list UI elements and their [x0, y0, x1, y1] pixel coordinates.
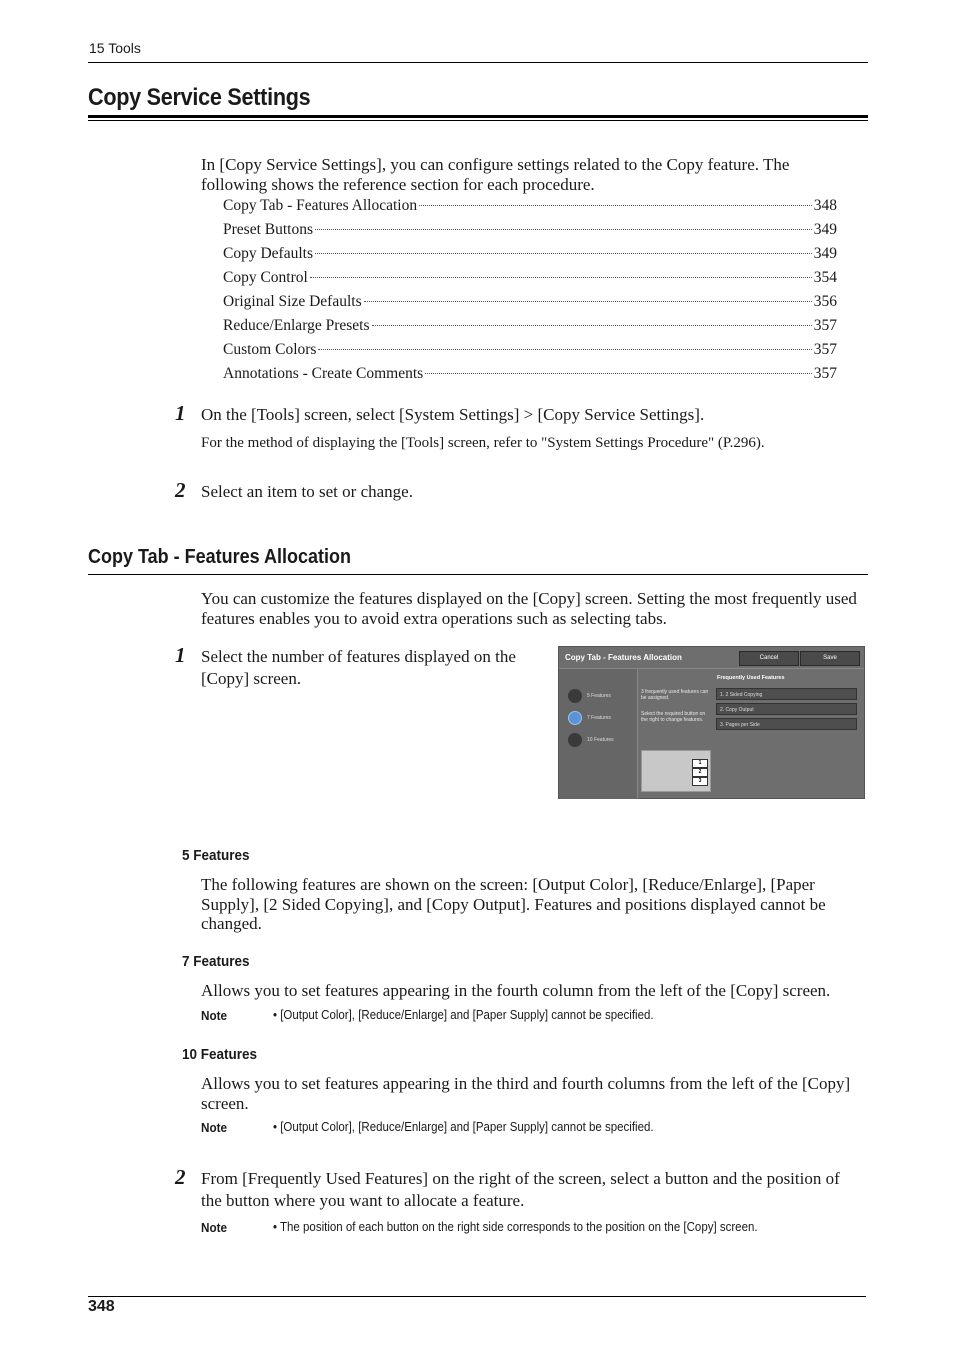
step-text: From [Frequently Used Features] on the right of the screen, select a button and the position of the button where you want to allocate a feature. — [201, 1169, 840, 1210]
toc-item[interactable]: Copy Defaults 349 — [223, 245, 837, 262]
step-number: 2 — [175, 478, 186, 502]
step-text: Select an item to set or change. — [201, 482, 413, 501]
five-features-heading: 5 Features — [182, 847, 250, 864]
seven-features-heading: 7 Features — [182, 953, 250, 970]
option-label: 10 Features — [587, 737, 614, 743]
save-button[interactable]: Save — [800, 651, 860, 666]
toc-item[interactable]: Copy Control 354 — [223, 269, 837, 286]
ten-features-heading: 10 Features — [182, 1046, 258, 1063]
toc-item[interactable]: Preset Buttons 349 — [223, 221, 837, 238]
toc-item[interactable]: Original Size Defaults 356 — [223, 293, 837, 310]
chapter-header: 15 Tools — [89, 40, 141, 56]
preview-cell: 2 — [692, 768, 708, 777]
feature-button-1[interactable]: 1. 2 Sided Copying — [716, 688, 857, 700]
title-rule-thin — [88, 120, 868, 121]
feature-button-3[interactable]: 3. Pages per Side — [716, 718, 857, 730]
section-rule — [88, 574, 868, 575]
toc-item[interactable]: Copy Tab - Features Allocation 348 — [223, 197, 837, 214]
option-label: 5 Features — [587, 693, 611, 699]
section-heading: Copy Tab - Features Allocation — [88, 546, 352, 568]
step-number: 2 — [175, 1165, 186, 1189]
cancel-button[interactable]: Cancel — [739, 651, 799, 666]
toc-list — [223, 197, 837, 389]
header-rule — [88, 62, 868, 63]
note-label: Note — [201, 1220, 228, 1235]
intro-paragraph: In [Copy Service Settings], you can configure settings related to the Copy feature. The following shows the reference section for each procedure. — [201, 155, 790, 194]
note-text: • The position of each button on the right side corresponds to the position on the [Copy] screen. — [273, 1220, 758, 1234]
options-panel — [559, 669, 638, 799]
preview-cell: 3 — [692, 777, 708, 786]
info-text: 3 frequently used features can be assigned. — [641, 689, 709, 701]
step-text: Select the number of features displayed on the [Copy] screen. — [201, 647, 516, 688]
radio-7-features[interactable] — [568, 711, 582, 725]
screen-title: Copy Tab - Features Allocation — [565, 653, 682, 662]
radio-5-features[interactable] — [568, 689, 582, 703]
features-allocation-screenshot — [558, 646, 865, 799]
toc-item[interactable]: Custom Colors 357 — [223, 341, 837, 358]
title-rule — [88, 115, 868, 118]
toc-item[interactable]: Annotations - Create Comments 357 — [223, 365, 837, 382]
step-reference: For the method of displaying the [Tools] screen, refer to "System Settings Procedure" (P.296). — [201, 435, 765, 451]
note-text: • [Output Color], [Reduce/Enlarge] and [Paper Supply] cannot be specified. — [273, 1008, 654, 1022]
page-title: Copy Service Settings — [88, 84, 311, 111]
copy-screen-preview — [641, 750, 711, 792]
option-label: 7 Features — [587, 715, 611, 721]
note-text: • [Output Color], [Reduce/Enlarge] and [Paper Supply] cannot be specified. — [273, 1120, 654, 1134]
step-number: 1 — [175, 643, 186, 667]
preview-cell: 1 — [692, 759, 708, 768]
frequently-used-features-title: Frequently Used Features — [717, 675, 785, 681]
info-text: Select the required button on the right to change features. — [641, 711, 706, 723]
feature-button-2[interactable]: 2. Copy Output — [716, 703, 857, 715]
note-label: Note — [201, 1120, 228, 1135]
seven-features-text: Allows you to set features appearing in the fourth column from the left of the [Copy] screen. — [201, 981, 831, 1000]
page-number: 348 — [88, 1298, 115, 1315]
note-label: Note — [201, 1008, 228, 1023]
five-features-text: The following features are shown on the screen: [Output Color], [Reduce/Enlarge], [Paper Supply], [2 Sided Copying], and [Copy Output]. Features and positions displayed cannot be changed. — [201, 875, 826, 933]
step-number: 1 — [175, 401, 186, 425]
section-intro: You can customize the features displayed on the [Copy] screen. Setting the most frequently used features enables you to avoid extra operations such as selecting tabs. — [201, 589, 857, 628]
footer-rule — [88, 1296, 866, 1297]
toc-item[interactable]: Reduce/Enlarge Presets 357 — [223, 317, 837, 334]
radio-10-features[interactable] — [568, 733, 582, 747]
step-text: On the [Tools] screen, select [System Settings] > [Copy Service Settings]. — [201, 405, 705, 424]
ten-features-text: Allows you to set features appearing in the third and fourth columns from the left of the [Copy] screen. — [201, 1074, 851, 1113]
